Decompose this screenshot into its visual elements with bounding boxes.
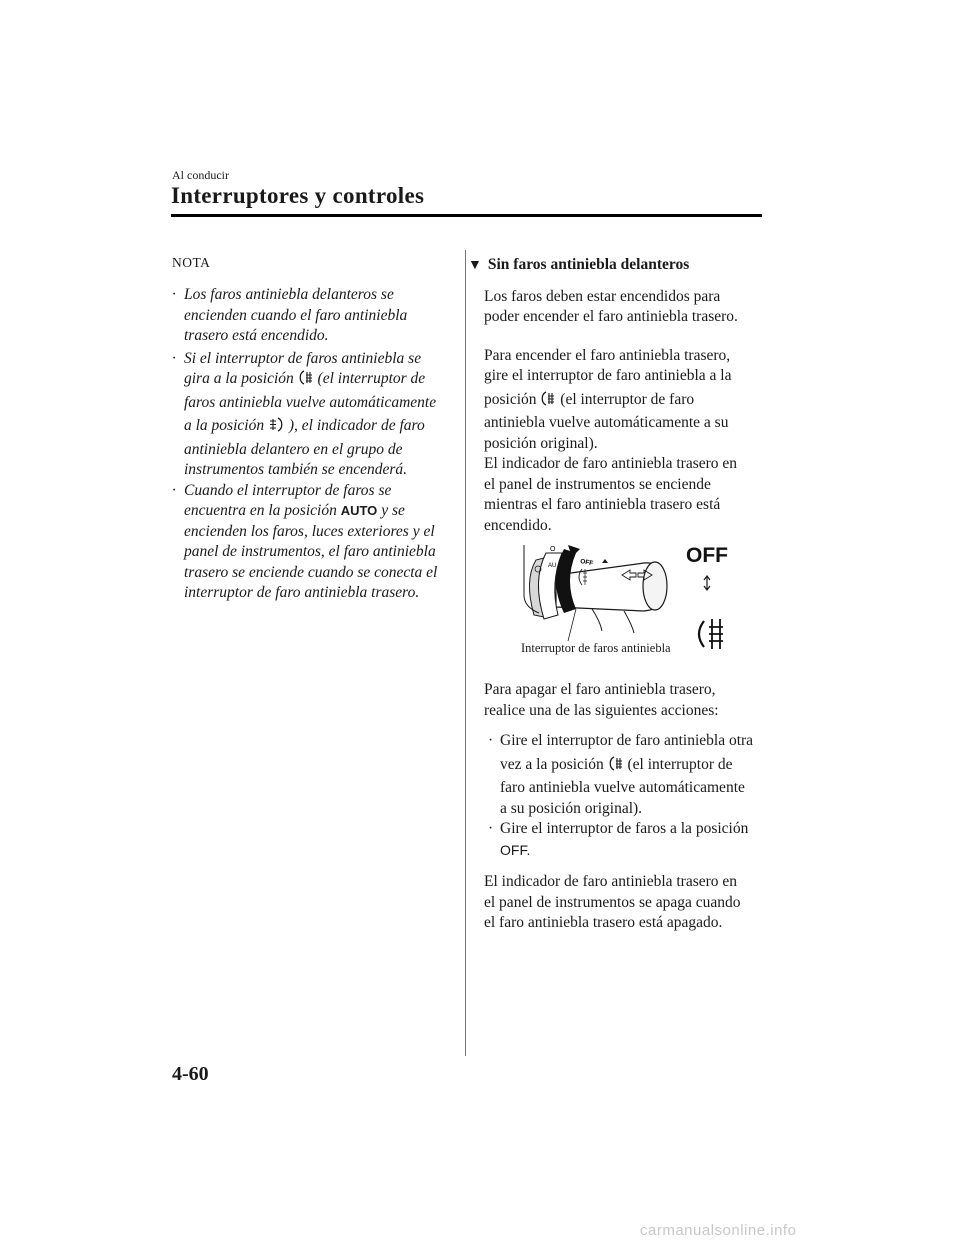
text-line: El indicador de faro antiniebla trasero en (484, 455, 738, 472)
text-line: el panel de instrumentos se apaga cuando (484, 893, 741, 911)
text-fragment: y se (381, 502, 405, 519)
action-list (488, 731, 774, 860)
watermark: carmanualsonline.info (640, 1222, 797, 1239)
text-fragment: (el interruptor de (627, 755, 733, 773)
note-list (172, 285, 462, 604)
bullet-dot: · (172, 286, 176, 303)
bullet-dot: · (172, 481, 176, 499)
page-number: 4-60 (172, 1063, 209, 1085)
note-item (172, 285, 462, 347)
text-line (184, 369, 462, 393)
paragraph (484, 680, 774, 721)
text-line: Los faros antiniebla delanteros se (184, 286, 394, 303)
paragraph (484, 287, 774, 328)
text-fragment: a la posición (184, 417, 265, 434)
right-column-lower (484, 680, 774, 934)
text-line: encendido. (484, 516, 552, 534)
rear-fog-icon (608, 755, 624, 779)
text-line: Los faros deben estar encendidos para (484, 287, 721, 305)
note-item (172, 481, 462, 604)
text-fragment: ), el indicador de faro (288, 417, 425, 434)
text-line: poder encender el faro antiniebla trasero. (484, 308, 738, 325)
knob-mark: O (550, 546, 556, 553)
column-divider (465, 250, 466, 1056)
text-fragment: encuentra en la posición (184, 502, 337, 519)
text-line: faros antiniebla vuelve automáticamente (184, 393, 437, 411)
paragraph (484, 346, 774, 455)
text-line: faro antiniebla vuelve automáticamente (500, 779, 745, 796)
list-item (488, 731, 774, 819)
text-line: mientras el faro antiniebla trasero está (484, 496, 721, 513)
note-label: NOTA (172, 255, 211, 270)
text-line (184, 501, 462, 522)
auto-icon: AUTO (340, 503, 378, 518)
text-line: antiniebla vuelve automáticamente a su (484, 414, 729, 431)
text-line: trasero está encendido. (184, 327, 329, 344)
off-tag: OFF. (500, 841, 531, 858)
text-line (484, 390, 774, 414)
section-label: Al conducir (172, 168, 229, 182)
text-line (500, 755, 774, 779)
text-line: realice una de las siguientes acciones: (484, 701, 719, 719)
bullet-dot: · (488, 820, 494, 837)
knob-mark: OFF (579, 558, 594, 568)
text-line: panel de instrumentos, el faro antiniebla (184, 543, 436, 560)
text-line: instrumentos también se encenderá. (184, 461, 407, 478)
figure-caption: Interruptor de faros antiniebla (521, 641, 671, 655)
text-fragment: (el interruptor de (317, 370, 426, 387)
bullet-dot: · (488, 732, 494, 749)
text-line: a su posición original). (500, 799, 643, 817)
paragraph (484, 872, 774, 934)
text-line: Gire el interruptor de faros a la posición (500, 820, 749, 837)
note-item (172, 349, 462, 481)
text-fragment: gira a la posición (184, 370, 294, 387)
text-line: Para encender el faro antiniebla trasero, (484, 346, 731, 364)
text-line: Cuando el interruptor de faros se (184, 481, 392, 499)
page-title: Interruptores y controles (171, 183, 425, 208)
sub-heading-text: Sin faros antiniebla delanteros (487, 256, 690, 273)
title-rule (171, 214, 762, 217)
paragraph (484, 454, 774, 536)
text-fragment: posición (484, 390, 537, 408)
text-line: posición original). (484, 434, 598, 452)
rear-fog-icon (298, 369, 314, 393)
text-line: Gire el interruptor de faro antiniebla otra (500, 732, 754, 749)
text-line: el faro antiniebla trasero está apagado. (484, 914, 723, 931)
text-line: encienden los faros, luces exteriores y el (184, 522, 435, 540)
text-line: antiniebla delantero en el grupo de (184, 440, 403, 458)
text-line: Para apagar el faro antiniebla trasero, (484, 681, 716, 698)
text-line: trasero se enciende cuando se conecta el (184, 563, 438, 581)
text-fragment: (el interruptor de faro (560, 390, 695, 408)
sub-heading (468, 255, 774, 277)
text-line: encienden cuando el faro antiniebla (184, 306, 408, 324)
text-line: El indicador de faro antiniebla trasero en (484, 873, 738, 890)
text-fragment: vez a la posición (500, 755, 604, 773)
right-column (468, 255, 774, 536)
knob-mark: AU (548, 563, 557, 569)
text-line: interruptor de faro antiniebla trasero. (184, 584, 420, 601)
triangle-down-icon: ▼ (468, 258, 482, 273)
rear-fog-icon (540, 390, 556, 414)
text-line: el panel de instrumentos se enciende (484, 475, 711, 493)
text-line: Si el interruptor de faros antiniebla se (184, 349, 422, 367)
text-line (184, 416, 462, 440)
list-item (488, 819, 774, 860)
bullet-dot: · (172, 349, 176, 367)
front-fog-icon (268, 416, 285, 440)
off-label: OFF (686, 544, 728, 567)
text-line: gire el interruptor de faro antiniebla a la (484, 367, 732, 384)
